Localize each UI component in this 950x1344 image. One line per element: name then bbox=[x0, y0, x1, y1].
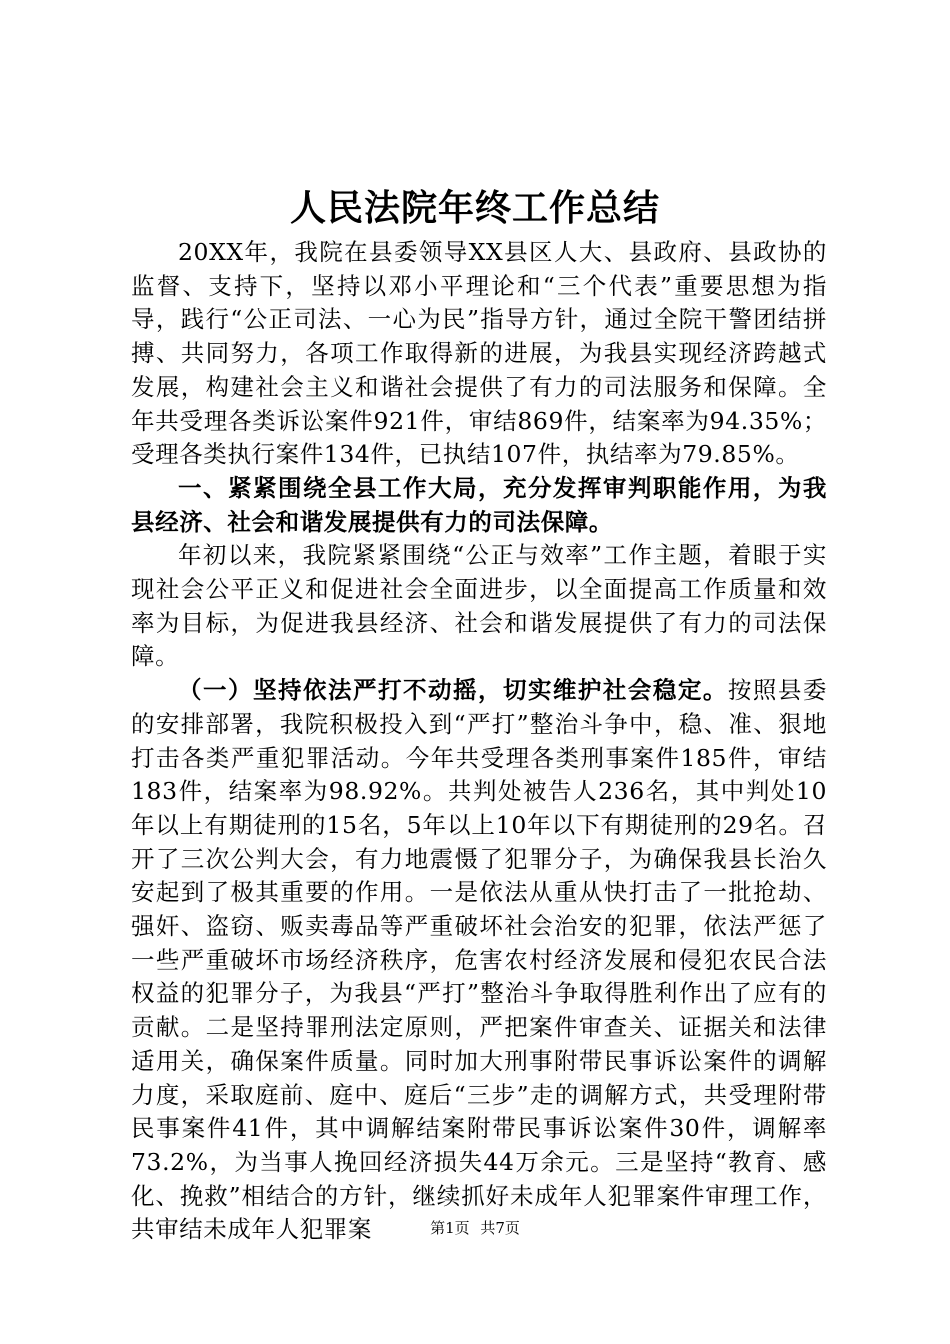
document-body bbox=[131, 236, 827, 1247]
intro-paragraph: 20XX年，我院在县委领导XX县区人大、县政府、县政协的监督、支持下，坚持以邓小平理论和“三个代表”重要思想为指导，践行“公正司法、一心为民”指导方针，通过全院干警团结拼搏、共同努力，各项工作取得新的进展，为我县实现经济跨越式发展，构建社会主义和谐社会提供了有力的司法服务和保障。全年共受理各类诉讼案件921件，审结869件，结案率为94.35%；受理各类执行案件134件，已执结107件，执结率为79.85%。 bbox=[131, 238, 827, 469]
section-one-heading: 一、紧紧围绕全县工作大局，充分发挥审判职能作用，为我县经济、社会和谐发展提供有力的司法保障。 bbox=[131, 473, 827, 536]
page-number: 第1页 bbox=[430, 1219, 470, 1237]
subsection-one-heading: （一）坚持依法严打不动摇，切实维护社会稳定。 bbox=[178, 676, 728, 705]
page-footer bbox=[0, 1216, 950, 1240]
subsection-one-body: 按照县委的安排部署，我院积极投入到“严打”整治斗争中，稳、准、狠地打击各类严重犯罪活动。今年共受理各类刑事案件185件，审结183件，结案率为98.92%。共判处被告人236名，其中判处10年以上有期徒刑的15名，5年以上10年以下有期徒刑的29名。召开了三次公判大会，有力地震慑了犯罪分子，为确保我县长治久安起到了极其重要的作用。一是依法从重从快打击了一批抢劫、强奸、盗窃、贩卖毒品等严重破坏社会治安的犯罪，依法严惩了一些严重破坏市场经济秩序，危害农村经济发展和侵犯农民合法权益的犯罪分子，为我县“严打”整治斗争取得胜利作出了应有的贡献。二是坚持罪刑法定原则，严把案件审查关、证据关和法律适用关，确保案件质量。同时加大刑事附带民事诉讼案件的调解力度，采取庭前、庭中、庭后“三步”走的调解方式，共受理附带民事案件41件，其中调解结案附带民事诉讼案件30件，调解率73.2%，为当事人挽回经济损失44万余元。三是坚持“教育、感化、挽救”相结合的方针，继续抓好未成年人犯罪案件审理工作，共审结未成年人犯罪案 bbox=[131, 676, 828, 1244]
subsection-one-paragraph bbox=[131, 674, 827, 1247]
page-total: 共7页 bbox=[480, 1219, 520, 1237]
section-one-paragraph: 年初以来，我院紧紧围绕“公正与效率”工作主题，着眼于实现社会公平正义和促进社会全面进步，以全面提高工作质量和效率为目标，为促进我县经济、社会和谐发展提供了有力的司法保障。 bbox=[131, 541, 827, 671]
document-title: 人民法院年终工作总结 bbox=[289, 187, 660, 229]
